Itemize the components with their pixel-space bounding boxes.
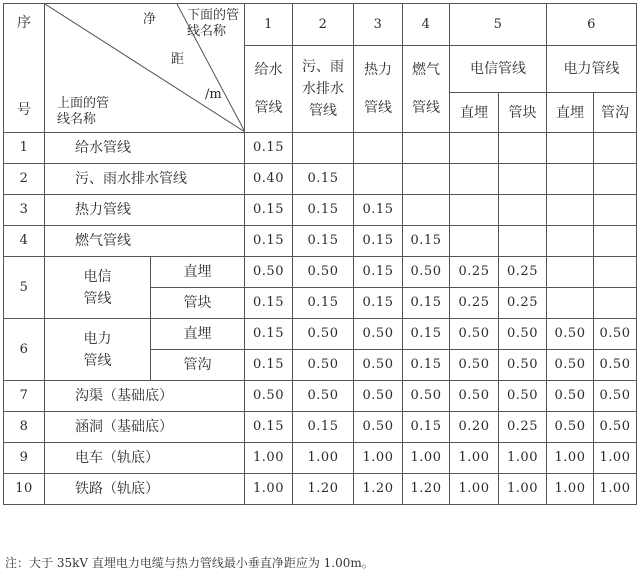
table-row bbox=[4, 195, 637, 226]
value-cell: 0.50 bbox=[499, 350, 547, 381]
value-cell bbox=[594, 195, 637, 226]
value-cell bbox=[594, 288, 637, 319]
value-cell: 0.50 bbox=[293, 257, 354, 288]
col-name-telecom: 电信管线 bbox=[450, 46, 547, 93]
diag-label-unit: /m bbox=[205, 87, 222, 102]
row-no: 8 bbox=[4, 412, 45, 443]
value-cell bbox=[547, 226, 594, 257]
table-row bbox=[4, 443, 637, 474]
table-row bbox=[4, 257, 637, 288]
value-cell: 0.50 bbox=[450, 319, 499, 350]
value-cell bbox=[450, 164, 499, 195]
value-cell bbox=[293, 133, 354, 164]
value-cell: 0.50 bbox=[293, 381, 354, 412]
diag-label-jing: 净 bbox=[143, 12, 157, 27]
col-num-3: 3 bbox=[354, 4, 403, 46]
upper-pipe-title-1: 上面的管 bbox=[57, 96, 110, 111]
value-cell: 0.50 bbox=[547, 350, 594, 381]
value-cell: 0.15 bbox=[245, 319, 293, 350]
row-group-power: 电力 管线 bbox=[45, 319, 151, 381]
col-sub-power-trench: 管沟 bbox=[594, 93, 637, 133]
value-cell: 1.20 bbox=[403, 474, 450, 505]
value-cell: 0.25 bbox=[450, 257, 499, 288]
row-name: 涵洞（基础底） bbox=[45, 412, 245, 443]
value-cell bbox=[403, 195, 450, 226]
row-no: 1 bbox=[4, 133, 45, 164]
value-cell: 1.00 bbox=[293, 443, 354, 474]
row-name: 电车（轨底） bbox=[45, 443, 245, 474]
row-sub: 管块 bbox=[151, 288, 245, 319]
value-cell: 0.15 bbox=[245, 133, 293, 164]
value-cell: 1.20 bbox=[354, 474, 403, 505]
row-no: 10 bbox=[4, 474, 45, 505]
value-cell: 0.15 bbox=[293, 164, 354, 195]
value-cell: 0.15 bbox=[245, 350, 293, 381]
value-cell: 0.15 bbox=[245, 288, 293, 319]
value-cell: 0.15 bbox=[403, 319, 450, 350]
value-cell bbox=[499, 133, 547, 164]
col-name-heat: 热力 管线 bbox=[354, 46, 403, 133]
seq-header-top: 序 bbox=[17, 15, 31, 31]
row-name: 热力管线 bbox=[45, 195, 245, 226]
value-cell: 0.15 bbox=[293, 412, 354, 443]
col-name-water: 给水 管线 bbox=[245, 46, 293, 133]
value-cell: 1.00 bbox=[245, 474, 293, 505]
value-cell: 0.25 bbox=[499, 412, 547, 443]
value-cell: 0.15 bbox=[354, 257, 403, 288]
value-cell: 0.50 bbox=[547, 319, 594, 350]
lower-pipe-title-2: 线名称 bbox=[187, 24, 227, 39]
row-no: 7 bbox=[4, 381, 45, 412]
value-cell: 1.00 bbox=[499, 474, 547, 505]
seq-header bbox=[4, 4, 45, 133]
row-name: 铁路（轨底） bbox=[45, 474, 245, 505]
table-row bbox=[4, 381, 637, 412]
value-cell: 0.15 bbox=[293, 195, 354, 226]
table-row bbox=[4, 412, 637, 443]
row-name: 给水管线 bbox=[45, 133, 245, 164]
col-name-drainage: 污、雨 水排水 管线 bbox=[293, 46, 354, 133]
row-group-telecom: 电信 管线 bbox=[45, 257, 151, 319]
row-sub: 直埋 bbox=[151, 319, 245, 350]
value-cell bbox=[403, 164, 450, 195]
value-cell: 1.00 bbox=[547, 474, 594, 505]
value-cell bbox=[499, 164, 547, 195]
diag-label-ju: 距 bbox=[171, 52, 185, 67]
col-sub-power-direct: 直埋 bbox=[547, 93, 594, 133]
value-cell: 1.00 bbox=[450, 443, 499, 474]
value-cell: 0.50 bbox=[450, 381, 499, 412]
col-name-gas: 燃气 管线 bbox=[403, 46, 450, 133]
row-no: 6 bbox=[4, 319, 45, 381]
value-cell: 0.15 bbox=[293, 288, 354, 319]
table-row bbox=[4, 164, 637, 195]
value-cell: 1.00 bbox=[594, 443, 637, 474]
value-cell bbox=[547, 164, 594, 195]
value-cell: 1.00 bbox=[450, 474, 499, 505]
value-cell: 0.15 bbox=[354, 288, 403, 319]
value-cell: 0.15 bbox=[245, 412, 293, 443]
col-num-2: 2 bbox=[293, 4, 354, 46]
value-cell: 0.50 bbox=[594, 412, 637, 443]
value-cell: 0.15 bbox=[245, 226, 293, 257]
value-cell: 0.50 bbox=[547, 412, 594, 443]
clearance-table bbox=[3, 3, 637, 505]
value-cell: 1.00 bbox=[245, 443, 293, 474]
row-name: 燃气管线 bbox=[45, 226, 245, 257]
col-sub-telecom-direct: 直埋 bbox=[450, 93, 499, 133]
value-cell bbox=[450, 226, 499, 257]
value-cell: 0.15 bbox=[354, 226, 403, 257]
table-row bbox=[4, 226, 637, 257]
value-cell bbox=[547, 195, 594, 226]
value-cell: 0.25 bbox=[499, 257, 547, 288]
value-cell: 1.00 bbox=[594, 474, 637, 505]
col-num-4: 4 bbox=[403, 4, 450, 46]
table-footnote: 注：大于 35kV 直埋电力电缆与热力管线最小垂直净距应为 1.00m。 bbox=[5, 556, 374, 570]
value-cell bbox=[450, 195, 499, 226]
value-cell bbox=[354, 133, 403, 164]
value-cell bbox=[499, 226, 547, 257]
value-cell: 1.00 bbox=[403, 443, 450, 474]
value-cell: 0.50 bbox=[547, 381, 594, 412]
value-cell: 0.15 bbox=[354, 195, 403, 226]
value-cell: 0.40 bbox=[245, 164, 293, 195]
value-cell bbox=[594, 257, 637, 288]
value-cell: 0.50 bbox=[594, 381, 637, 412]
col-num-1: 1 bbox=[245, 4, 293, 46]
value-cell: 0.50 bbox=[594, 350, 637, 381]
value-cell: 0.50 bbox=[403, 381, 450, 412]
row-sub: 直埋 bbox=[151, 257, 245, 288]
value-cell bbox=[403, 133, 450, 164]
value-cell: 0.50 bbox=[245, 381, 293, 412]
value-cell bbox=[594, 164, 637, 195]
value-cell: 0.15 bbox=[403, 226, 450, 257]
col-num-6: 6 bbox=[547, 4, 637, 46]
value-cell: 0.15 bbox=[403, 288, 450, 319]
value-cell: 0.50 bbox=[354, 350, 403, 381]
seq-header-bottom: 号 bbox=[17, 102, 31, 118]
value-cell: 0.50 bbox=[354, 381, 403, 412]
row-no: 3 bbox=[4, 195, 45, 226]
value-cell: 0.50 bbox=[499, 381, 547, 412]
table-row bbox=[4, 474, 637, 505]
col-num-5: 5 bbox=[450, 4, 547, 46]
row-no: 2 bbox=[4, 164, 45, 195]
value-cell bbox=[354, 164, 403, 195]
value-cell: 0.50 bbox=[594, 319, 637, 350]
value-cell: 0.25 bbox=[499, 288, 547, 319]
value-cell: 0.50 bbox=[293, 319, 354, 350]
row-no: 4 bbox=[4, 226, 45, 257]
value-cell: 1.00 bbox=[547, 443, 594, 474]
value-cell: 0.50 bbox=[354, 319, 403, 350]
value-cell bbox=[450, 133, 499, 164]
value-cell bbox=[499, 195, 547, 226]
value-cell: 0.50 bbox=[403, 257, 450, 288]
value-cell: 1.00 bbox=[354, 443, 403, 474]
value-cell: 0.15 bbox=[245, 195, 293, 226]
value-cell bbox=[547, 257, 594, 288]
value-cell: 1.00 bbox=[499, 443, 547, 474]
value-cell: 0.25 bbox=[450, 288, 499, 319]
row-no: 9 bbox=[4, 443, 45, 474]
lower-pipe-title-1: 下面的管 bbox=[187, 8, 240, 23]
row-name: 沟渠（基础底） bbox=[45, 381, 245, 412]
value-cell bbox=[547, 288, 594, 319]
value-cell bbox=[594, 226, 637, 257]
value-cell: 0.50 bbox=[499, 319, 547, 350]
value-cell: 1.20 bbox=[293, 474, 354, 505]
diagonal-header bbox=[45, 4, 245, 133]
value-cell: 0.15 bbox=[403, 412, 450, 443]
value-cell bbox=[547, 133, 594, 164]
upper-pipe-title-2: 线名称 bbox=[57, 112, 97, 127]
value-cell: 0.15 bbox=[293, 226, 354, 257]
col-sub-telecom-duct: 管块 bbox=[499, 93, 547, 133]
value-cell: 0.15 bbox=[403, 350, 450, 381]
value-cell: 0.50 bbox=[293, 350, 354, 381]
value-cell: 0.50 bbox=[354, 412, 403, 443]
row-no: 5 bbox=[4, 257, 45, 319]
value-cell: 0.20 bbox=[450, 412, 499, 443]
row-sub: 管沟 bbox=[151, 350, 245, 381]
value-cell: 0.50 bbox=[450, 350, 499, 381]
value-cell bbox=[594, 133, 637, 164]
value-cell: 0.50 bbox=[245, 257, 293, 288]
table-row bbox=[4, 133, 637, 164]
table-row bbox=[4, 319, 637, 350]
col-name-power: 电力管线 bbox=[547, 46, 637, 93]
row-name: 污、雨水排水管线 bbox=[45, 164, 245, 195]
